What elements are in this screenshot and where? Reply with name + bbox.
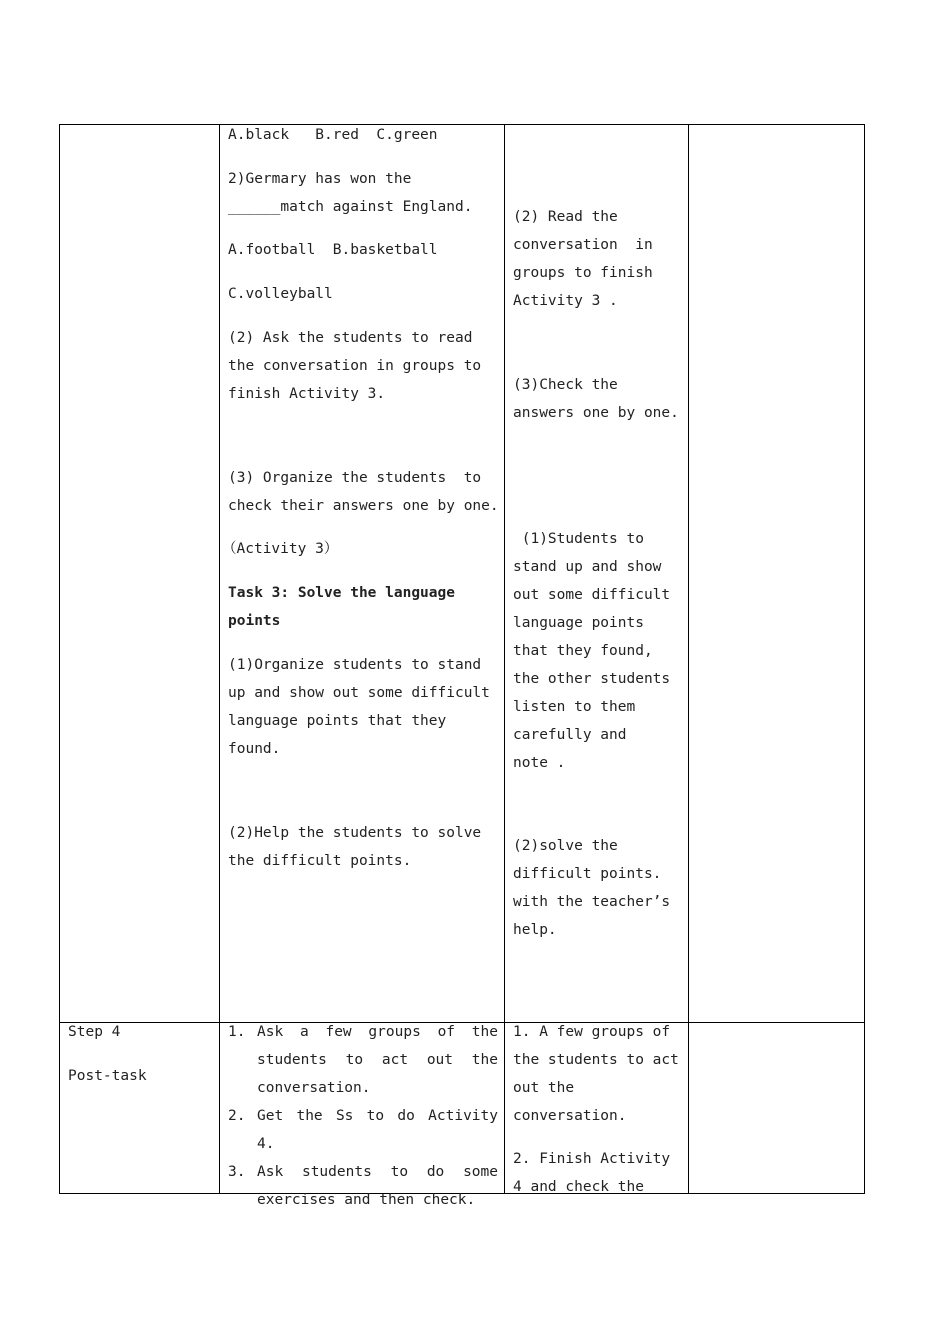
student-text: the students to act [513,1052,679,1068]
activity-text: (3) Organize the students to [228,470,482,486]
teacher-activity-cell [220,125,505,1023]
notes-cell [689,1023,865,1194]
student-text: conversation in [513,237,653,253]
step-label: Step 4 [68,1024,121,1040]
student-text: difficult points. [513,866,662,882]
student-text: 2. Finish Activity [513,1151,671,1167]
question-line: ______match against England. [228,199,473,215]
step-cell [60,125,220,1023]
answer-options: A.black B.red C.green [228,127,438,143]
list-number: 1. [228,1024,246,1040]
answer-options: A.football B.basketball [228,242,438,258]
list-number: 3. [228,1164,246,1180]
student-activity-cell [505,125,689,1023]
student-text: conversation. [513,1108,627,1124]
student-text: 1. A few groups of [513,1024,671,1040]
list-item [228,1158,498,1214]
student-text: stand up and show [513,559,662,575]
step-cell [60,1023,220,1194]
student-text: with the teacher’s [513,894,671,910]
step-name: Post-task [68,1068,147,1084]
student-text: the other students [513,671,671,687]
student-text: Activity 3 . [513,293,618,309]
student-text: (2)solve the [513,838,618,854]
list-item [228,1018,498,1102]
activity-list [228,1018,498,1214]
student-text: help. [513,922,557,938]
list-item-text: Get the Ss to do Activity 4. [257,1108,498,1152]
table-row [60,1023,865,1194]
activity-text: the difficult points. [228,853,412,869]
list-item-text: students to act out the [257,1052,498,1068]
student-activity-cell [505,1023,689,1194]
student-text: (1)Students to [513,531,644,547]
list-item-text: Ask a few groups of the [257,1024,498,1040]
notes-cell [689,125,865,1023]
activity-text: (1)Organize students to stand [228,657,482,673]
student-text: out the [513,1080,575,1096]
activity-text: （Activity 3） [222,541,339,557]
student-text: 4 and check the [513,1179,644,1195]
teacher-activity-cell [220,1023,505,1208]
question-line: 2)Germary has won the [228,171,412,187]
student-text: listen to them [513,699,636,715]
student-text: answers one by one. [513,405,679,421]
activity-text: language points that they [228,713,447,729]
list-item-text: Ask students to do some [257,1164,498,1180]
student-text: that they found, [513,643,653,659]
activity-text: (2) Ask the students to read [228,330,473,346]
activity-text: (2)Help the students to solve [228,825,482,841]
task-heading: Task 3: Solve the language [228,585,455,601]
lesson-plan-table [59,124,865,1208]
list-number: 2. [228,1108,246,1124]
student-text: (3)Check the [513,377,618,393]
activity-text: found. [228,741,281,757]
activity-text: up and show out some difficult [228,685,490,701]
list-item [228,1102,498,1158]
activity-text: check their answers one by one. [228,498,499,514]
list-item-text: conversation. [257,1080,371,1096]
activity-text: finish Activity 3. [228,386,386,402]
table-row [60,125,865,1023]
student-text: out some difficult [513,587,671,603]
list-item-text: exercises and then check. [257,1192,476,1208]
student-text: (2) Read the [513,209,618,225]
student-text: note . [513,755,566,771]
task-heading: points [228,613,281,629]
student-text: language points [513,615,644,631]
student-text: carefully and [513,727,627,743]
activity-text: the conversation in groups to [228,358,482,374]
student-text: groups to finish [513,265,653,281]
answer-options: C.volleyball [228,286,333,302]
